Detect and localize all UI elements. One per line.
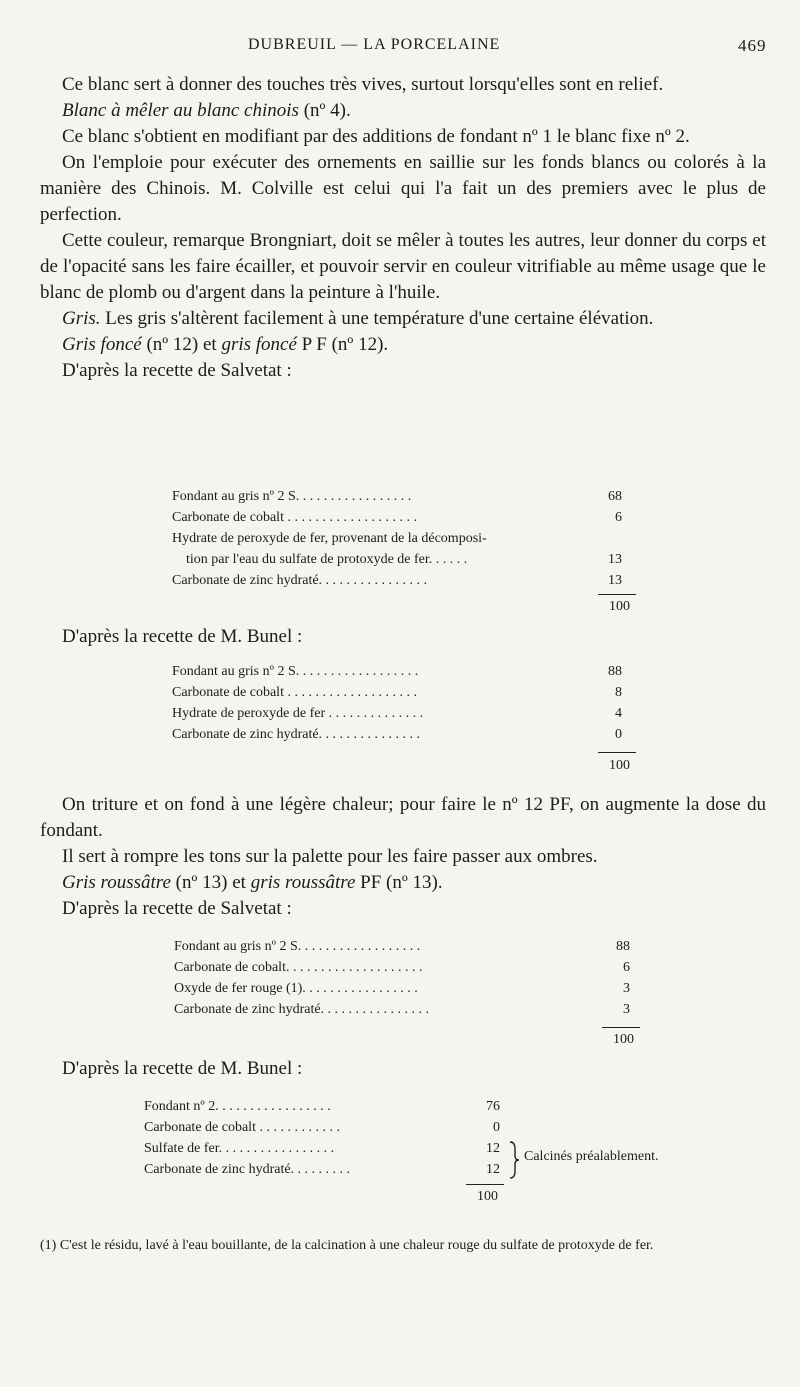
ingredient-label: Hydrate de peroxyde de fer, provenant de la décomposi- <box>172 531 487 546</box>
gris-heading: Gris. <box>62 308 101 329</box>
gris-fonce-pf-number: P F (nº 12). <box>296 334 389 355</box>
curly-brace-icon <box>506 1140 522 1180</box>
ingredient-value: 6 <box>623 960 630 975</box>
table-row <box>144 1117 514 1138</box>
table-row <box>172 724 632 745</box>
gris-fonce-label: Gris foncé <box>62 334 142 355</box>
ingredient-label: Carbonate de cobalt . . . . . . . . . . . . . . . . . . . <box>172 685 417 700</box>
ingredient-label: Carbonate de cobalt . . . . . . . . . . . . <box>144 1120 340 1135</box>
sum-rule <box>602 1027 640 1028</box>
table-row <box>172 661 632 682</box>
recipe-table-bunel-gris-fonce <box>172 661 632 745</box>
footnote: (1) C'est le résidu, lavé à l'eau bouillante, de la calcination à une chaleur rouge du sulfate de protoxyde de fer. <box>40 1238 654 1253</box>
ingredient-label: Carbonate de cobalt . . . . . . . . . . . . . . . . . . . <box>172 510 417 525</box>
ingredient-value: 0 <box>493 1120 500 1135</box>
table-total: 100 <box>477 1189 498 1204</box>
ingredient-label: Fondant au gris nº 2 S. . . . . . . . . . . . . . . . . <box>172 489 412 504</box>
recipe-source-bunel-1: D'après la recette de M. Bunel : <box>62 626 303 647</box>
ingredient-label: Fondant nº 2. . . . . . . . . . . . . . . . . <box>144 1099 331 1114</box>
ingredient-value: 6 <box>615 510 622 525</box>
table-row <box>172 528 632 549</box>
table-row <box>172 682 632 703</box>
paragraph-fondant-modification: Ce blanc s'obtient en modifiant par des additions de fondant nº 1 le blanc fixe nº 2. <box>62 126 690 147</box>
ingredient-value: 0 <box>615 727 622 742</box>
paragraph-white-touches: Ce blanc sert à donner des touches très vives, surtout lorsqu'elles sont en relief. <box>62 74 664 95</box>
ingredient-label: Carbonate de zinc hydraté. . . . . . . . . . . . . . . <box>172 727 421 742</box>
ingredient-value: 88 <box>616 939 630 954</box>
intro-text <box>40 72 766 384</box>
recipe-table-bunel-gris-roussatre <box>144 1096 514 1180</box>
heading-blanc-chinois <box>40 98 766 124</box>
paragraph-brongniart: Cette couleur, remarque Brongniart, doit se mêler à toutes les autres, leur donner du corps et de l'opacité sans les faire écailler, et pouvoir servir en couleur vitrifiable au même usage que le blanc de plomb ou d'argent dans la peinture à l'huile. <box>40 230 766 303</box>
ingredient-label: Fondant au gris nº 2 S. . . . . . . . . . . . . . . . . . <box>174 939 421 954</box>
ingredient-label: Oxyde de fer rouge (1). . . . . . . . . . . . . . . . . <box>174 981 418 996</box>
recipe-source-bunel-2: D'après la recette de M. Bunel : <box>62 1058 303 1079</box>
heading-blanc-chinois-title: Blanc à mêler au blanc chinois <box>62 100 299 121</box>
ingredient-label: Carbonate de cobalt. . . . . . . . . . . . . . . . . . . . <box>174 960 423 975</box>
recipe-table-salvetat-gris-fonce <box>172 486 632 591</box>
ingredient-label: Sulfate de fer. . . . . . . . . . . . . . . . . <box>144 1141 335 1156</box>
middle-text <box>40 792 766 922</box>
table-row <box>172 486 632 507</box>
table-total: 100 <box>613 1032 634 1047</box>
ingredient-value: 88 <box>608 664 622 679</box>
table-total: 100 <box>609 758 630 773</box>
ingredient-value: 13 <box>608 552 622 567</box>
table-row <box>174 978 634 999</box>
recipe-source-salvetat-2: D'après la recette de Salvetat : <box>62 898 292 919</box>
gris-fonce-pf-label: gris foncé <box>221 334 297 355</box>
ingredient-label: Carbonate de zinc hydraté. . . . . . . . . <box>144 1162 351 1177</box>
ingredient-label: Hydrate de peroxyde de fer . . . . . . . . . . . . . . <box>172 706 424 721</box>
recipe-table-salvetat-gris-roussatre <box>174 936 634 1020</box>
ingredient-value: 68 <box>608 489 622 504</box>
ingredient-label: Carbonate de zinc hydraté. . . . . . . . . . . . . . . . <box>172 573 428 588</box>
table-row <box>174 999 634 1020</box>
ingredient-value: 3 <box>623 1002 630 1017</box>
running-header <box>0 36 800 58</box>
table-row <box>172 507 632 528</box>
bracket-note: Calcinés préalablement. <box>524 1149 659 1164</box>
paragraph-ornements: On l'emploie pour exécuter des ornements en saillie sur les fonds blancs ou colorés à la manière des Chinois. M. Colville est celui qui l'a fait un des premiers avec le plus de perfection. <box>40 152 766 225</box>
gris-roussatre-label: Gris roussâtre <box>62 872 171 893</box>
heading-blanc-chinois-number: (nº 4). <box>298 100 351 121</box>
gris-roussatre-pf-label: gris roussâtre <box>250 872 356 893</box>
gris-fonce-number: (nº 12) et <box>141 334 222 355</box>
recipe-source-bunel-2-wrap <box>40 1056 766 1082</box>
page-number: 469 <box>738 36 767 55</box>
heading-gris-roussatre <box>40 870 766 896</box>
ingredient-value: 4 <box>615 706 622 721</box>
gris-roussatre-number: (nº 13) et <box>170 872 251 893</box>
table-row <box>144 1138 514 1159</box>
paragraph-palette: Il sert à rompre les tons sur la palette pour les faire passer aux ombres. <box>62 846 598 867</box>
table-row <box>144 1159 514 1180</box>
header-title: DUBREUIL — LA PORCELAINE <box>248 36 501 53</box>
ingredient-value: 13 <box>608 573 622 588</box>
heading-gris-fonce <box>40 332 766 358</box>
table-row <box>144 1096 514 1117</box>
ingredient-label: Carbonate de zinc hydraté. . . . . . . . . . . . . . . . <box>174 1002 430 1017</box>
ingredient-value: 12 <box>486 1162 500 1177</box>
table-row <box>172 570 632 591</box>
table-row <box>174 936 634 957</box>
paragraph-gris <box>40 306 766 332</box>
paragraph-triture: On triture et on fond à une légère chaleur; pour faire le nº 12 PF, on augmente la dose du fondant. <box>40 794 766 841</box>
gris-roussatre-pf-number: PF (nº 13). <box>355 872 443 893</box>
ingredient-value: 12 <box>486 1141 500 1156</box>
ingredient-value: 8 <box>615 685 622 700</box>
sum-rule <box>598 752 636 753</box>
ingredient-value: 76 <box>486 1099 500 1114</box>
table-total: 100 <box>609 599 630 614</box>
sum-rule <box>598 594 636 595</box>
table-row <box>174 957 634 978</box>
recipe-source-salvetat-1: D'après la recette de Salvetat : <box>62 360 292 381</box>
ingredient-label: Fondant au gris nº 2 S. . . . . . . . . . . . . . . . . . <box>172 664 419 679</box>
ingredient-label: tion par l'eau du sulfate de protoxyde de fer. . . . . . <box>172 552 468 567</box>
table-row <box>172 703 632 724</box>
ingredient-value: 3 <box>623 981 630 996</box>
gris-text: Les gris s'altèrent facilement à une température d'une certaine élévation. <box>100 308 654 329</box>
recipe-source-bunel-1-wrap <box>40 624 766 650</box>
sum-rule <box>466 1184 504 1185</box>
table-row <box>172 549 632 570</box>
